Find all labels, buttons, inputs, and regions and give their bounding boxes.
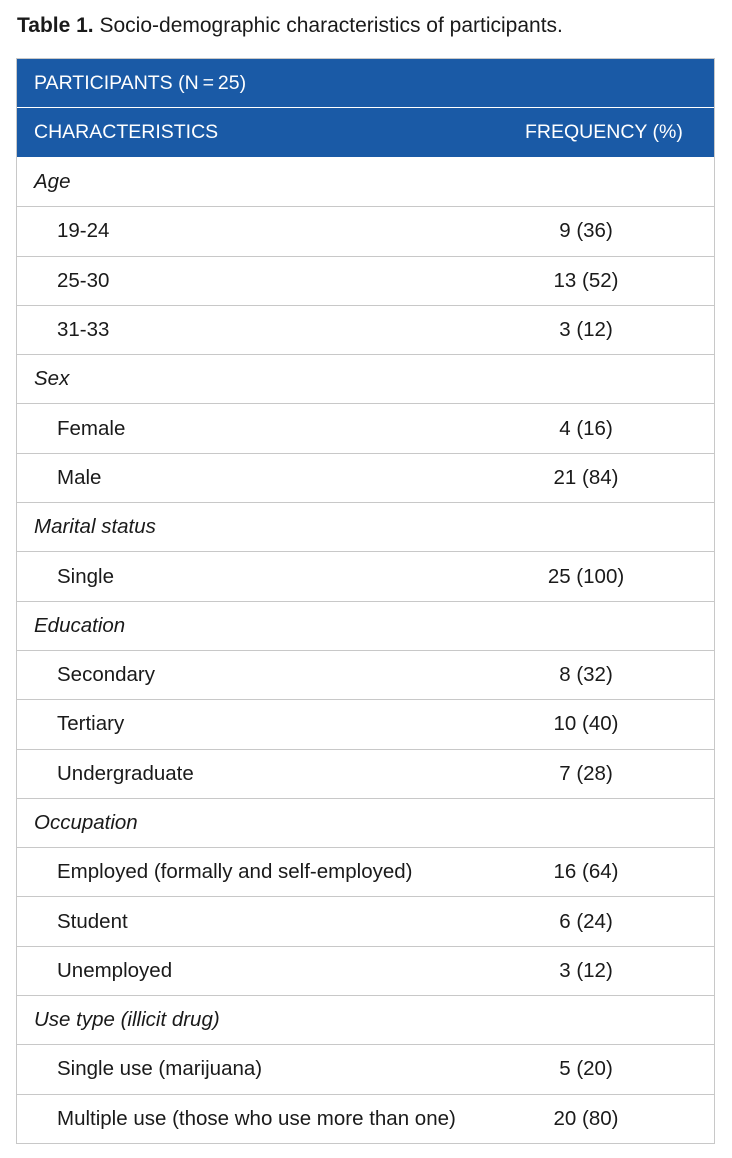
frequency-value: 5 (20) <box>559 1057 613 1081</box>
frequency-cell <box>525 219 714 243</box>
table-row <box>17 699 714 748</box>
row-label: Student <box>57 909 128 933</box>
row-label: Single use (marijuana) <box>57 1057 263 1081</box>
group-label: Sex <box>34 367 70 391</box>
table-group-row <box>17 798 714 847</box>
table-row <box>17 1094 714 1143</box>
frequency-cell <box>525 1107 714 1131</box>
frequency-cell <box>525 367 714 391</box>
row-label: Multiple use (those who use more than one) <box>57 1106 456 1130</box>
frequency-value: 7 (28) <box>559 761 613 785</box>
row-label: Male <box>57 465 102 489</box>
frequency-value: 13 (52) <box>553 268 619 292</box>
frequency-value: 3 (12) <box>559 958 613 982</box>
row-label: 19-24 <box>57 219 110 243</box>
group-label: Use type (illicit drug) <box>34 1008 220 1032</box>
frequency-value: 9 (36) <box>559 219 613 243</box>
header-participants-row <box>17 59 714 108</box>
table-header <box>17 59 714 157</box>
frequency-cell <box>525 1008 714 1032</box>
frequency-cell <box>525 417 714 441</box>
frequency-cell <box>525 959 714 983</box>
table-row <box>17 749 714 798</box>
row-label: Female <box>57 416 126 440</box>
table-row <box>17 453 714 502</box>
frequency-cell <box>525 565 714 589</box>
row-label: Single <box>57 564 114 588</box>
frequency-value: 6 (24) <box>559 909 613 933</box>
row-label: 31-33 <box>57 318 110 342</box>
frequency-cell <box>525 811 714 835</box>
header-columns-row <box>17 108 714 157</box>
frequency-value: 25 (100) <box>547 564 625 588</box>
table-row <box>17 256 714 305</box>
frequency-cell <box>525 515 714 539</box>
table-row <box>17 946 714 995</box>
group-label: Occupation <box>34 811 138 834</box>
frequency-cell <box>525 910 714 934</box>
header-characteristics: CHARACTERISTICS <box>34 121 219 143</box>
table-row <box>17 305 714 354</box>
frequency-cell <box>525 170 714 194</box>
frequency-cell <box>525 860 714 884</box>
frequency-value: 21 (84) <box>553 465 619 489</box>
caption-label: Table 1. <box>17 14 94 37</box>
caption-text: Socio-demographic characteristics of participants. <box>99 14 563 37</box>
frequency-value: 20 (80) <box>553 1106 619 1130</box>
row-label: 25-30 <box>57 268 110 292</box>
frequency-cell <box>525 663 714 687</box>
frequency-value: 10 (40) <box>553 712 619 736</box>
table-group-row <box>17 354 714 403</box>
header-frequency: FREQUENCY (%) <box>525 121 683 143</box>
row-label: Secondary <box>57 663 156 687</box>
table-group-row <box>17 601 714 650</box>
characteristics-table <box>16 58 715 1144</box>
frequency-value: 3 (12) <box>559 318 613 342</box>
frequency-cell <box>525 466 714 490</box>
group-label: Age <box>34 169 71 193</box>
table-row <box>17 403 714 452</box>
row-label: Tertiary <box>57 712 125 736</box>
row-label: Undergraduate <box>57 761 194 785</box>
frequency-value: 4 (16) <box>559 416 613 440</box>
table-group-row <box>17 995 714 1044</box>
frequency-cell <box>525 614 714 638</box>
table-group-row <box>17 157 714 206</box>
frequency-value: 8 (32) <box>559 663 613 687</box>
table-row <box>17 206 714 255</box>
group-label: Education <box>34 613 126 637</box>
frequency-cell <box>525 712 714 736</box>
table-row <box>17 847 714 896</box>
row-label: Unemployed <box>57 958 173 982</box>
table-group-row <box>17 502 714 551</box>
table-body <box>17 157 714 1143</box>
frequency-cell <box>525 269 714 293</box>
row-label: Employed (formally and self-employed) <box>57 860 413 884</box>
table-row <box>17 551 714 600</box>
table-row <box>17 1044 714 1093</box>
table-caption <box>17 12 563 40</box>
group-label: Marital status <box>34 515 156 539</box>
frequency-cell <box>525 318 714 342</box>
table-row <box>17 896 714 945</box>
table-row <box>17 650 714 699</box>
frequency-value: 16 (64) <box>553 860 619 884</box>
header-participants: PARTICIPANTS (N = 25) <box>34 71 247 94</box>
frequency-cell <box>525 762 714 786</box>
frequency-cell <box>525 1057 714 1081</box>
